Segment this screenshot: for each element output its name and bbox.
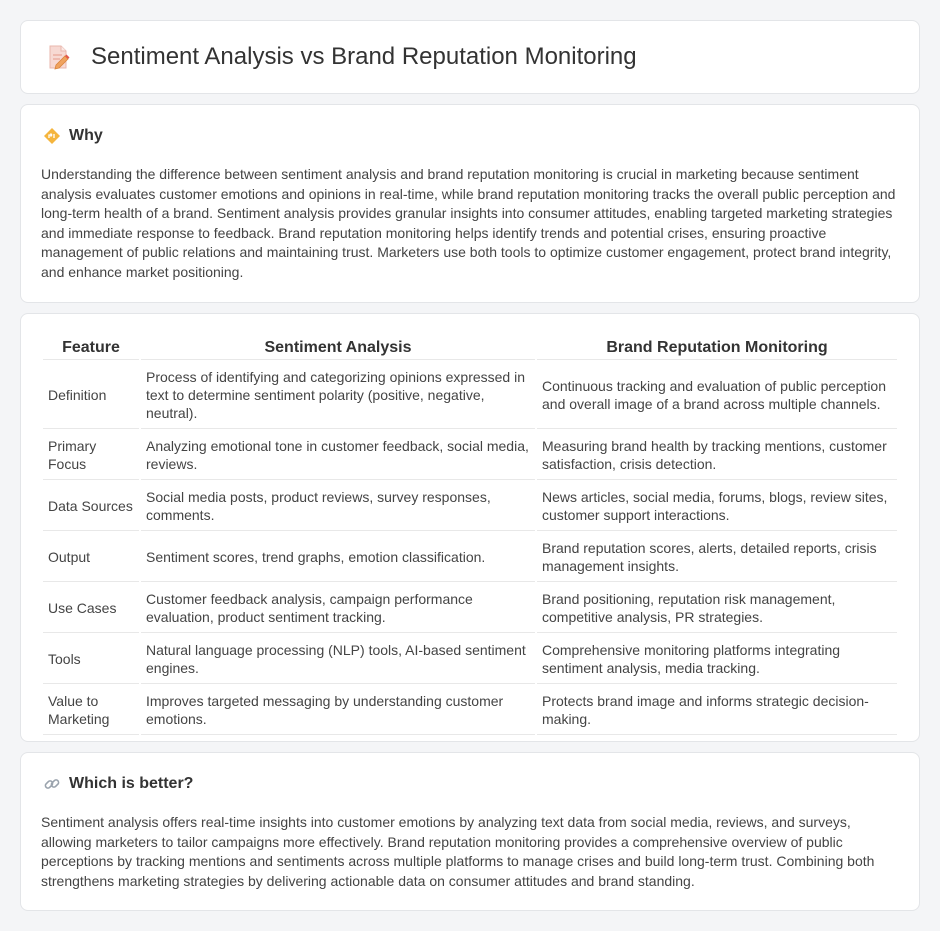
sentiment-cell: Analyzing emotional tone in customer feedback, social media, reviews. (141, 431, 535, 480)
reputation-cell: News articles, social media, forums, blogs, review sites, customer support interactions. (537, 482, 897, 531)
which-is-better-section (20, 752, 920, 911)
document-pencil-icon (47, 44, 71, 70)
title-row (47, 43, 637, 71)
reputation-cell: Brand reputation scores, alerts, detailed reports, crisis management insights. (537, 533, 897, 582)
link-icon (43, 775, 61, 793)
diamond-arrows-icon (43, 127, 61, 145)
table-row (43, 533, 897, 582)
reputation-cell: Protects brand image and informs strategic decision-making. (537, 686, 897, 735)
page-title: Sentiment Analysis vs Brand Reputation Monitoring (91, 43, 637, 70)
why-text: Understanding the difference between sentiment analysis and brand reputation monitoring is crucial in marketing because sentiment analysis evaluates customer emotions and opinions in real-time, while brand reputation monitoring tracks the overall public perception and long-term health of a brand. Sentiment analysis provides granular insights into consumer attitudes, enabling targeted marketing strategies and immediate response to feedback. Brand reputation monitoring helps identify trends and potential crises, ensuring proactive management of public relations and maintaining trust. Marketers use both tools to optimize customer engagement, protect brand integrity, and enhance market positioning. (41, 166, 896, 280)
sentiment-cell: Improves targeted messaging by understanding customer emotions. (141, 686, 535, 735)
why-section (20, 104, 920, 303)
reputation-cell: Comprehensive monitoring platforms integrating sentiment analysis, media tracking. (537, 635, 897, 684)
comparison-table (41, 334, 899, 737)
feature-cell: Output (43, 533, 139, 582)
sentiment-cell: Social media posts, product reviews, survey responses, comments. (141, 482, 535, 531)
feature-cell: Tools (43, 635, 139, 684)
why-heading-row (43, 127, 103, 145)
table-row (43, 584, 897, 633)
feature-cell: Primary Focus (43, 431, 139, 480)
why-heading: Why (69, 127, 103, 144)
table-row (43, 482, 897, 531)
better-heading-row (43, 775, 193, 793)
sentiment-cell: Natural language processing (NLP) tools, AI-based sentiment engines. (141, 635, 535, 684)
title-card (20, 20, 920, 94)
reputation-cell: Continuous tracking and evaluation of public perception and overall image of a brand across multiple channels. (537, 362, 897, 429)
feature-cell: Definition (43, 362, 139, 429)
sentiment-cell: Sentiment scores, trend graphs, emotion classification. (141, 533, 535, 582)
comparison-section (20, 313, 920, 742)
header-brand-reputation-monitoring: Brand Reputation Monitoring (537, 336, 897, 360)
table-row (43, 431, 897, 480)
table-row (43, 635, 897, 684)
reputation-cell: Measuring brand health by tracking mentions, customer satisfaction, crisis detection. (537, 431, 897, 480)
table-header-row (43, 336, 897, 360)
feature-cell: Data Sources (43, 482, 139, 531)
sentiment-cell: Customer feedback analysis, campaign performance evaluation, product sentiment tracking. (141, 584, 535, 633)
header-feature: Feature (43, 336, 139, 360)
table-row (43, 686, 897, 735)
feature-cell: Value to Marketing (43, 686, 139, 735)
table-row (43, 362, 897, 429)
header-sentiment-analysis: Sentiment Analysis (141, 336, 535, 360)
better-heading: Which is better? (69, 775, 194, 792)
feature-cell: Use Cases (43, 584, 139, 633)
sentiment-cell: Process of identifying and categorizing opinions expressed in text to determine sentiment polarity (positive, negative, neutral). (141, 362, 535, 429)
reputation-cell: Brand positioning, reputation risk management, competitive analysis, PR strategies. (537, 584, 897, 633)
better-text: Sentiment analysis offers real-time insights into customer emotions by analyzing text data from social media, reviews, and surveys, allowing marketers to tailor campaigns more effectively. Brand reputation monitoring provides a comprehensive overview of public perceptions by tracking mentions and sentiments across multiple platforms to manage crises and build long-term trust. Combining both strengthens marketing strategies by delivering actionable data on consumer attitudes and brand standing. (41, 814, 875, 889)
